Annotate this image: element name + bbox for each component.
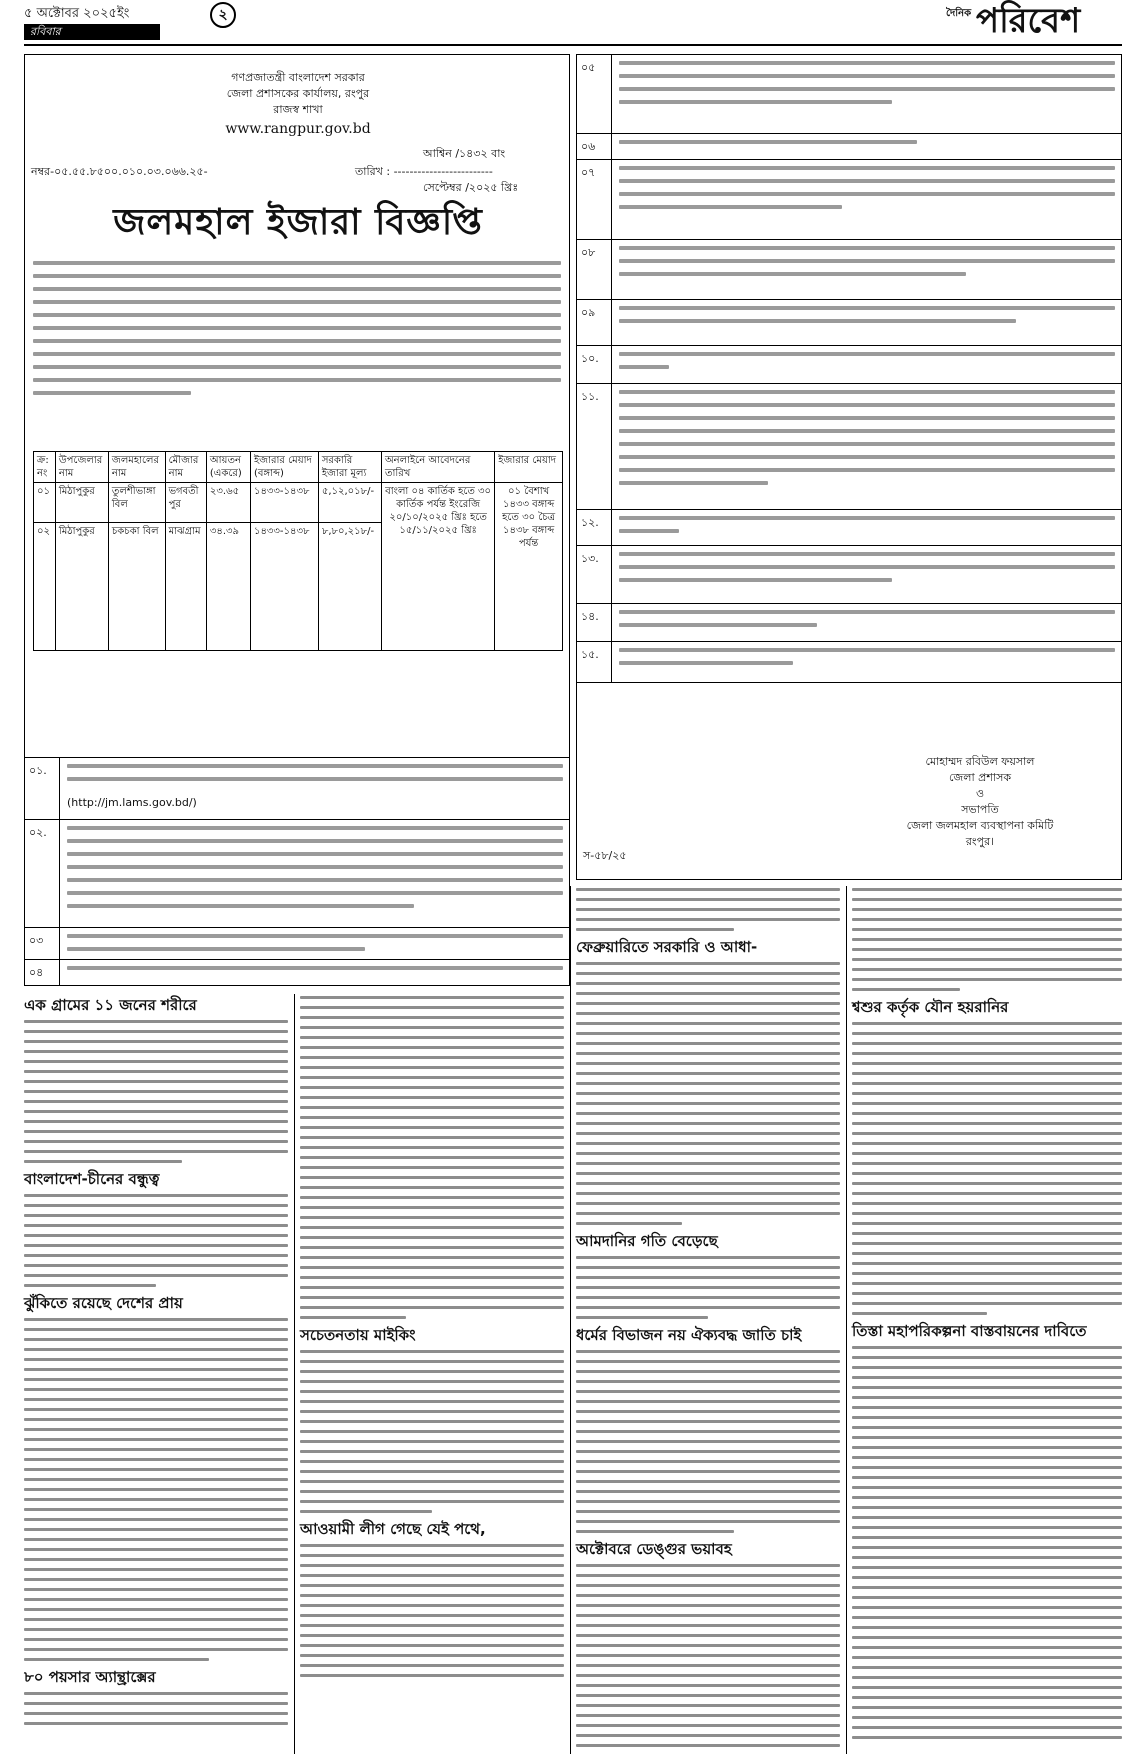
column-rule: [846, 886, 847, 1754]
clause-08: [577, 239, 1121, 300]
notice-office: জেলা প্রশাসকের কার্যালয়, রংপুর: [226, 87, 370, 100]
article-headline: আমদানির গতি বেড়েছে: [576, 1232, 718, 1250]
cell-name: তুলশীভাঙ্গা বিল: [108, 483, 165, 523]
article-headline: বাংলাদেশ-চীনের বন্ধুত্ব: [24, 1170, 160, 1188]
notice-ref: নম্বর-০৫.৫৫.৮৫০০.০১০.০৩.০৬৬.২৫-: [31, 165, 208, 178]
article-headline: ৮০ পয়সার অ্যান্থ্রাক্সের: [24, 1668, 156, 1686]
clause-06: [577, 133, 1121, 160]
signer-title: জেলা জলমহাল ব্যবস্থাপনা কমিটি: [906, 819, 1054, 832]
clause-number: ০২.: [29, 826, 47, 839]
cell-area: ৩৪.৩৯: [206, 523, 250, 651]
th-upazila: উপজেলার নাম: [55, 452, 108, 483]
article-headline: ঝুঁকিতে রয়েছে দেশের প্রায়: [24, 1294, 183, 1312]
ad-code: স-৫৮/২৫: [583, 849, 627, 862]
cell-sl: ০২: [34, 523, 56, 651]
notice-date-en: সেপ্টেম্বর /২০২৫ খ্রিঃ: [423, 181, 519, 194]
signer-title: জেলা প্রশাসক: [948, 771, 1012, 784]
cell-name: চকচকা বিল: [108, 523, 165, 651]
cell-upazila: মিঠাপুকুর: [55, 483, 108, 523]
cell-apply-date: বাংলা ০৪ কার্তিক হতে ৩০ কার্তিক পর্যন্ত ইংরেজি ২০/১০/২০২৫ খ্রিঃ হতে ১৫/১১/২০২৫ খ্রিঃ: [382, 483, 495, 651]
newspaper-logo: পরিবেশ: [976, 1, 1081, 41]
signer-title: সভাপতি: [961, 803, 999, 816]
clause-10: [577, 345, 1121, 384]
clause-12: [577, 509, 1121, 546]
th-mouza: মৌজার নাম: [165, 452, 206, 483]
th-sl: ক্র: নং: [34, 452, 56, 483]
article-column-1: [24, 996, 288, 1732]
clause-number: ১৩.: [581, 552, 599, 565]
th-name: জলমহালের নাম: [108, 452, 165, 483]
lease-table: [33, 451, 563, 651]
clause-07: [577, 159, 1121, 240]
column-rule: [570, 886, 571, 1754]
clause-11: [577, 383, 1121, 510]
th-area: আয়তন (একরে): [206, 452, 250, 483]
th-term: ইজারার মেয়াদ (বঙ্গাব্দ): [250, 452, 318, 483]
cell-sl: ০১: [34, 483, 56, 523]
cell-term: ১৪৩৩-১৪৩৮: [250, 523, 318, 651]
clause-number: ০৯: [581, 306, 596, 319]
clause-02: [25, 819, 569, 928]
article-headline: ফেব্রুয়ারিতে সরকারি ও আধা-: [576, 938, 758, 956]
clause-number: ০৬: [581, 140, 596, 153]
notice-website: www.rangpur.gov.bd: [225, 121, 371, 137]
clause-number: ০৪: [29, 966, 44, 979]
clause-04: [25, 959, 569, 986]
clause-number: ১৫.: [581, 648, 599, 661]
article-headline: অক্টোবরে ডেঙ্গুর ভয়াবহ: [576, 1540, 732, 1558]
clause-01: [25, 757, 569, 820]
article-column-4: [852, 888, 1122, 1746]
clause-number: ০৭: [581, 166, 596, 179]
cell-price: ৮,৮০,২১৮/-: [318, 523, 381, 651]
article-headline: এক গ্রামের ১১ জনের শরীরে: [24, 996, 197, 1014]
clause-05: [577, 55, 1121, 133]
notice-intro: [33, 261, 561, 404]
clause-number: ১০.: [581, 352, 599, 365]
signer-and: ও: [975, 787, 985, 800]
clause-13: [577, 545, 1121, 604]
clause-url: (http://jm.lams.gov.bd/): [67, 796, 197, 809]
article-headline: সচেতনতায় মাইকিং: [300, 1326, 416, 1344]
cell-term: ১৪৩৩-১৪৩৮: [250, 483, 318, 523]
clause-number: ০৫: [581, 61, 596, 74]
logo-prefix: দৈনিক: [946, 8, 972, 19]
cell-area: ২৩.৬৫: [206, 483, 250, 523]
cell-price: ৫,১২,০১৮/-: [318, 483, 381, 523]
notice-date-label: তারিখ : -------------------------: [355, 165, 493, 178]
cell-upazila: মিঠাপুকুর: [55, 523, 108, 651]
th-lease: ইজারার মেয়াদ: [495, 452, 563, 483]
clause-15: [577, 641, 1121, 683]
cell-lease-term: ০১ বৈশাখ ১৪৩৩ বঙ্গাব্দ হতে ৩০ চৈত্র ১৪৩৮ বঙ্গাব্দ পর্যন্ত: [495, 483, 563, 651]
clause-number: ০১.: [29, 764, 47, 777]
notice-branch: রাজস্ব শাখা: [273, 103, 323, 116]
clause-number: ০৩: [29, 934, 44, 947]
signer-name: মোহাম্মদ রবিউল ফয়সাল: [925, 755, 1035, 768]
cell-mouza: মাঝগ্রাম: [165, 523, 206, 651]
article-headline: আওয়ামী লীগ গেছে যেই পথে,: [300, 1520, 486, 1538]
notice-title: জলমহাল ইজারা বিজ্ঞপ্তি: [113, 201, 483, 243]
header-date: ৫ অক্টোবর ২০২৫ইং: [24, 6, 130, 21]
notice-left-box: [24, 54, 570, 986]
column-rule: [294, 994, 295, 1754]
clause-03: [25, 927, 569, 960]
clause-number: ১২.: [581, 516, 599, 529]
article-column-3: [576, 888, 840, 1754]
article-column-2: [300, 996, 564, 1684]
clause-number: ০৮: [581, 246, 596, 259]
th-apply: অনলাইনে আবেদনের তারিখ: [382, 452, 495, 483]
clause-09: [577, 299, 1121, 346]
cell-mouza: ভগবতী পুর: [165, 483, 206, 523]
header-rule: [24, 44, 1122, 46]
article-headline: শ্বশুর কর্তৃক যৌন হয়রানির: [852, 998, 1009, 1016]
signer-place: রংপুর।: [965, 835, 995, 848]
article-headline: ধর্মের বিভাজন নয় ঐক্যবদ্ধ জাতি চাই: [576, 1326, 802, 1344]
clause-number: ১৪.: [581, 610, 599, 623]
clause-number: ১১.: [581, 390, 599, 403]
notice-right-box: [576, 54, 1122, 880]
th-price: সরকারি ইজারা মূল্য: [318, 452, 381, 483]
header-day: রবিবার: [24, 24, 160, 40]
clause-14: [577, 603, 1121, 642]
notice-gov: গণপ্রজাতন্ত্রী বাংলাদেশ সরকার: [231, 71, 365, 84]
article-headline: তিস্তা মহাপরিকল্পনা বাস্তবায়নের দাবিতে: [852, 1322, 1087, 1340]
page-number: ২: [210, 2, 236, 28]
notice-date-bn: আশ্বিন /১৪৩২ বাং: [423, 147, 506, 160]
